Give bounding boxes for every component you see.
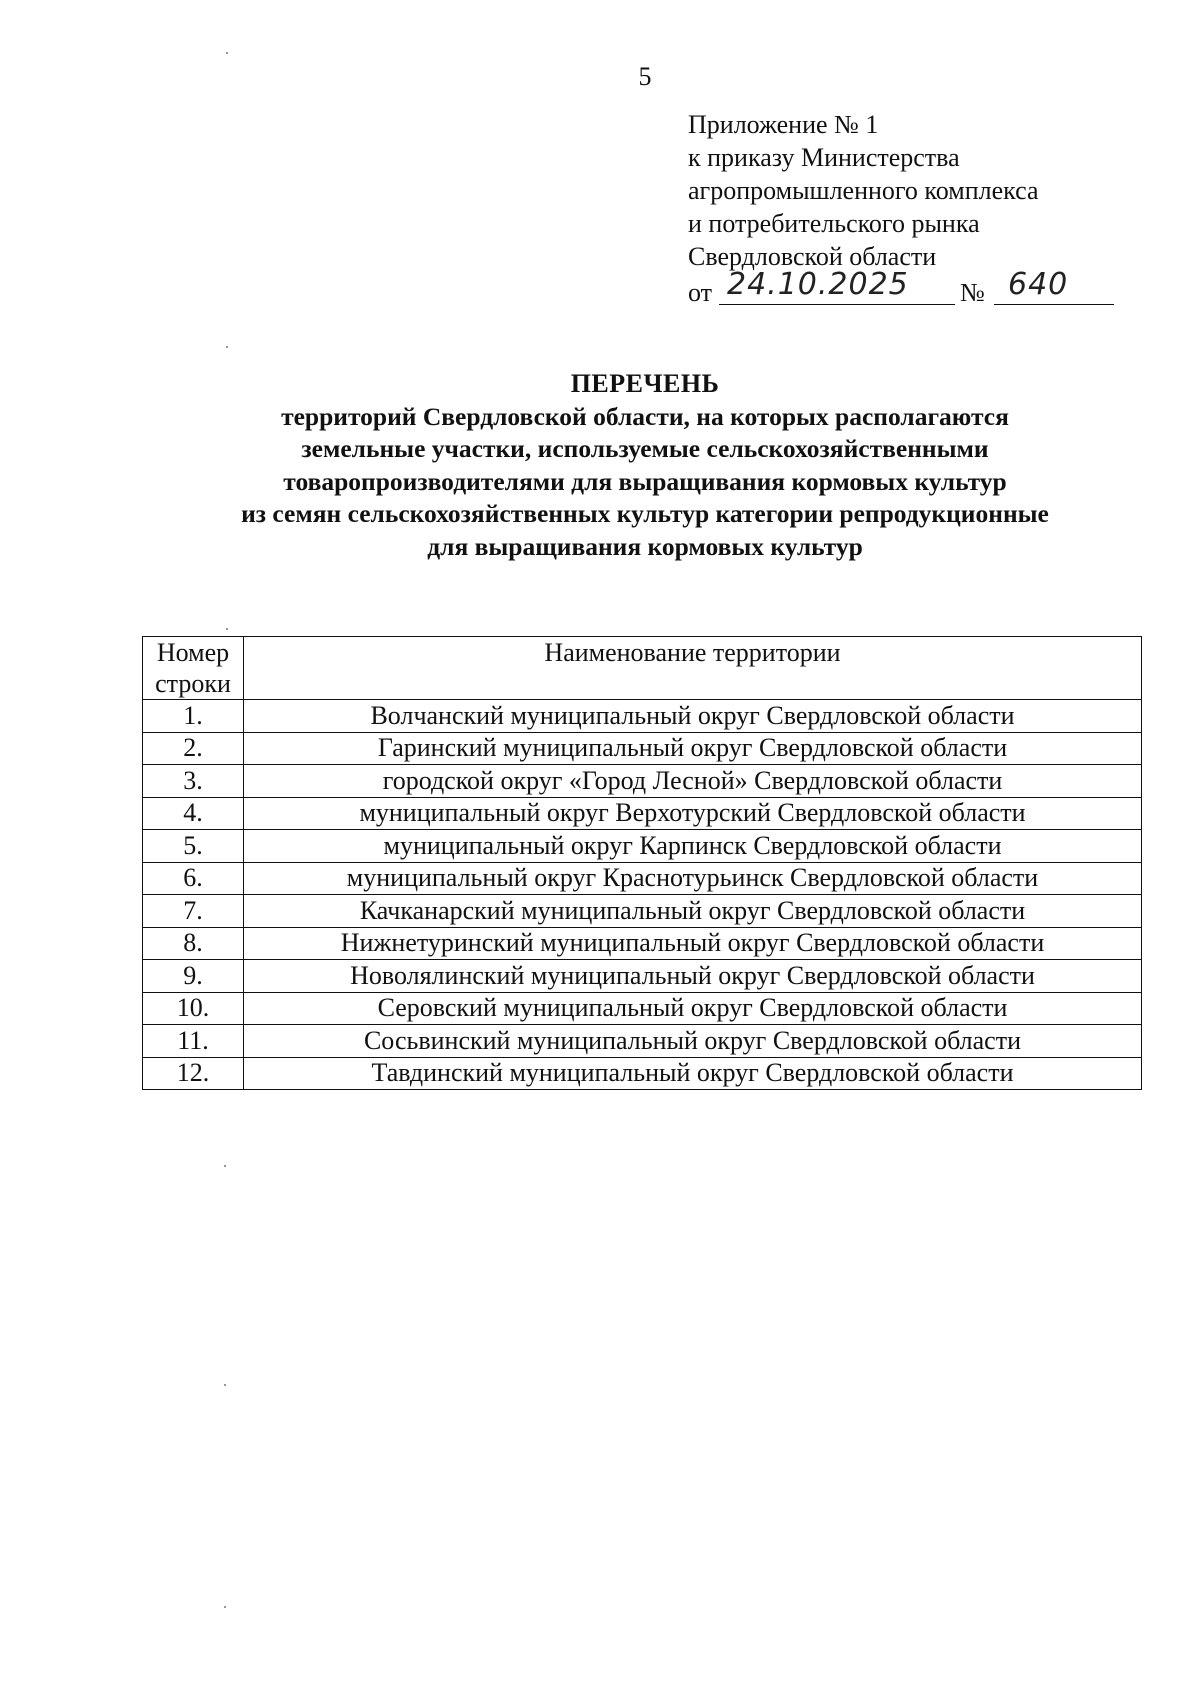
territory-name: муниципальный округ Краснотурьинск Свердловской области	[244, 862, 1142, 895]
title-line: территорий Свердловской области, на которых располагаются	[281, 401, 1009, 431]
scan-speck	[224, 1384, 226, 1386]
territory-name: Серовский муниципальный округ Свердловской области	[244, 992, 1142, 1025]
table-row	[143, 895, 1142, 928]
territory-name: Тавдинский муниципальный округ Свердловской области	[244, 1057, 1142, 1090]
row-number: 8.	[143, 927, 244, 960]
table-row	[143, 862, 1142, 895]
header-territory-name: Наименование территории	[244, 637, 1142, 700]
row-number: 5.	[143, 830, 244, 863]
order-reference	[688, 268, 1158, 308]
table-row	[143, 830, 1142, 863]
scan-speck	[226, 346, 228, 348]
row-number: 4.	[143, 797, 244, 830]
territory-name: муниципальный округ Верхотурский Свердловской области	[244, 797, 1142, 830]
territory-name: Гаринский муниципальный округ Свердловской области	[244, 732, 1142, 765]
table-row	[143, 765, 1142, 798]
table-row	[143, 992, 1142, 1025]
table-row	[143, 700, 1142, 733]
row-number: 9.	[143, 960, 244, 993]
table-row	[143, 1057, 1142, 1090]
title-line: товаропроизводителями для выращивания кормовых культур	[283, 466, 1007, 496]
row-number: 3.	[143, 765, 244, 798]
table-row	[143, 1025, 1142, 1058]
territory-name: муниципальный округ Карпинск Свердловской области	[244, 830, 1142, 863]
row-number: 1.	[143, 700, 244, 733]
scan-speck	[226, 628, 228, 630]
table-row	[143, 927, 1142, 960]
territory-name: Нижнетуринский муниципальный округ Свердловской области	[244, 927, 1142, 960]
scan-speck	[224, 1165, 226, 1167]
row-number: 7.	[143, 895, 244, 928]
territory-name: Волчанский муниципальный округ Свердловской области	[244, 700, 1142, 733]
row-number: 2.	[143, 732, 244, 765]
row-number: 11.	[143, 1025, 244, 1058]
date-label: от	[688, 278, 713, 307]
row-number: 10.	[143, 992, 244, 1025]
number-label: №	[960, 278, 985, 307]
title-line: земельные участки, используемые сельскохозяйственными	[301, 434, 989, 463]
appendix-line: к приказу Министерства	[688, 143, 960, 172]
scan-speck	[224, 1606, 226, 1608]
appendix-line: Свердловской области	[688, 242, 937, 271]
table-row	[143, 960, 1142, 993]
territories-table	[142, 636, 1142, 1090]
title-heading: ПЕРЕЧЕНЬ	[570, 369, 720, 398]
territory-name: Сосьвинский муниципальный округ Свердловской области	[244, 1025, 1142, 1058]
row-number: 6.	[143, 862, 244, 895]
title-line: для выращивания кормовых культур	[427, 531, 863, 561]
appendix-line: и потребительского рынка	[688, 209, 980, 238]
page-number: 5	[638, 62, 652, 91]
order-date-field	[719, 268, 955, 305]
territory-name: городской округ «Город Лесной» Свердловской области	[244, 765, 1142, 798]
territory-name: Новолялинский муниципальный округ Свердловской области	[244, 960, 1142, 993]
order-number-field	[994, 268, 1114, 305]
appendix-line: Приложение № 1	[688, 110, 879, 139]
table-row	[143, 797, 1142, 830]
appendix-line: агропромышленного комплекса	[688, 176, 1039, 205]
table-row	[143, 732, 1142, 765]
order-date-handwritten: 24.10.2025	[727, 267, 909, 302]
title-line: из семян сельскохозяйственных культур категории репродукционные	[241, 499, 1049, 528]
appendix-block	[688, 108, 1158, 273]
order-number-handwritten: 640	[1008, 267, 1069, 302]
scan-speck	[226, 52, 228, 54]
table-header-row	[143, 637, 1142, 700]
header-row-number: Номер строки	[143, 637, 244, 700]
row-number: 12.	[143, 1057, 244, 1090]
document-title	[0, 368, 1200, 563]
territory-name: Качканарский муниципальный округ Свердловской области	[244, 895, 1142, 928]
